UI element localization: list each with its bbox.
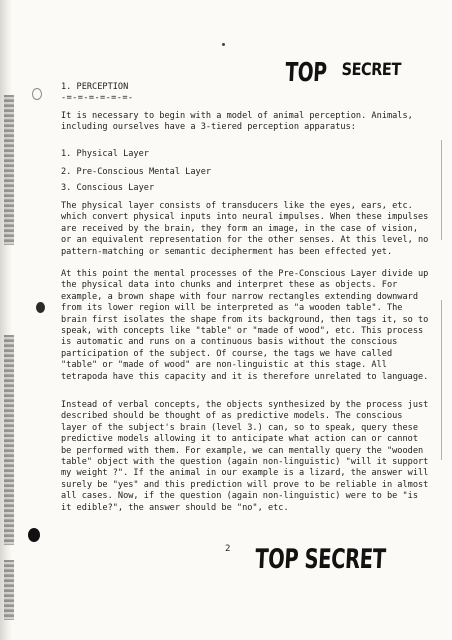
binding-marks [4,335,14,545]
scan-edge-line [441,300,442,460]
top-secret-stamp-top: SECRET [341,60,402,80]
paragraph-intro [61,111,433,134]
punch-hole [36,302,45,313]
paragraph-verbal [61,400,433,514]
binding-marks [4,560,14,620]
paragraph-physical-text: The physical layer consists of transducers like the eyes, ears, etc. which convert physical inputs into neural impulses. When these impulses are received by the brain, they form an image, in the case of vision, or an equivalent representation for the other senses. At this level, no pattern-matching or semantic decipherment has been effected yet. [61,201,429,257]
binding-marks [4,95,14,245]
list-item: 3. Conscious Layer [61,183,155,193]
paragraph-verbal-text: Instead of verbal concepts, the objects synthesized by the process just described should be thought of as predictive models. The conscious layer of the subject's brain (level 3.) can, so to speak, query these predictive models allowing it to anticipate what action can or cannot be performed with them. For example, we can mentally query the "wooden table" object with the question (again non-linguistic) "will it support my weight ?". If the animal in our example is a lizard, the answer will surely be "yes" and this prediction will prove to be reliable in almost all cases. Now, if the question (again non-linguistic) were to be "is it edible?", the answer should be "no", etc. [61,400,429,513]
section-heading: 1. PERCEPTION [61,82,129,92]
paragraph-intro-text: It is necessary to begin with a model of animal perception. Animals, including ourselves have a 3-tiered perception apparatus: [61,111,413,133]
top-secret-stamp-top: TOP [284,58,328,88]
list-item: 2. Pre-Conscious Mental Layer [61,167,212,177]
paragraph-preconscious-text: At this point the mental processes of the Pre-Conscious Layer divide up the physical data into chunks and interpret these as objects. For example, a brown shape with four narrow rectangles extending downward from its lower region will be interpreted as "a wooden table". The brain first isolates the shape from its background, then tags it, so to speak, with concepts like "table" or "made of wood", etc. This process is automatic and runs on a continuous basis without the conscious participation of the subject. Of course, the tags we have called "table" or "made of wood" are non-linguistic at this stage. All tetrapoda have this capacity and it is therefore unrelated to language. [61,269,429,382]
scan-edge-line [441,140,442,240]
list-item: 1. Physical Layer [61,149,149,159]
paragraph-preconscious [61,269,433,383]
section-underline: -=-=-=-=-=-=- [61,93,134,103]
punch-hole [32,88,42,100]
top-secret-stamp-bottom: TOP SECRET [254,544,387,575]
ink-speck [222,43,225,46]
page-number: 2 [225,544,231,554]
paragraph-physical [61,201,433,258]
punch-hole [28,528,40,542]
